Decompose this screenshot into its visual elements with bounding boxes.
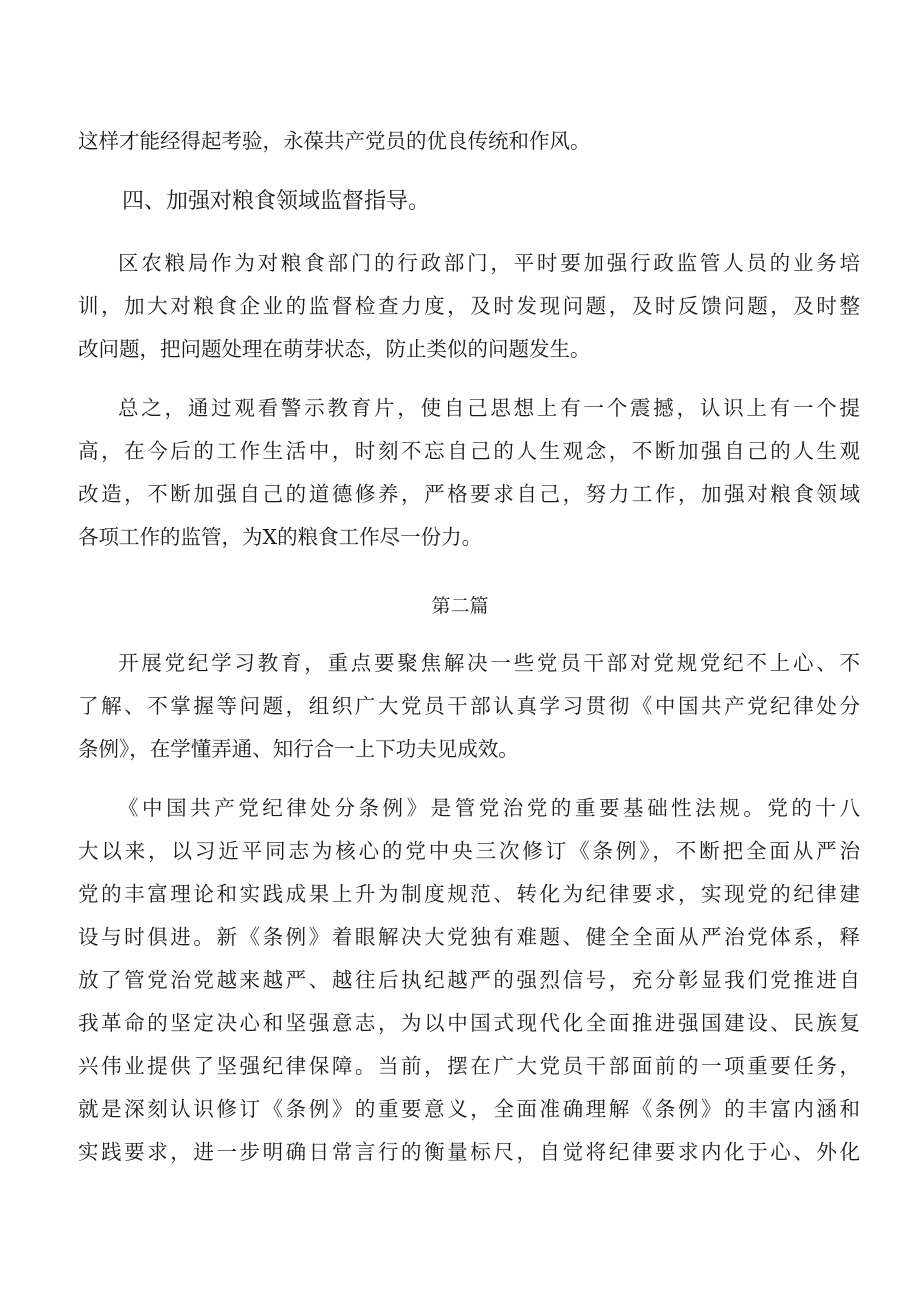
paragraph-line: 改造，不断加强自己的道德修养，严格要求自己，努力工作，加强对粮食领域 bbox=[78, 482, 860, 506]
paragraph-line: 训，加大对粮食企业的监督检查力度，及时发现问题，及时反馈问题，及时整 bbox=[78, 294, 860, 318]
paragraph-line: 党的丰富理论和实践成果上升为制度规范、转化为纪律要求，实现党的纪律建 bbox=[78, 882, 860, 906]
paragraph-line: 总之，通过观看警示教育片，使自己思想上有一个震撼，认识上有一个提 bbox=[118, 396, 860, 420]
paragraph-line: 《中国共产党纪律处分条例》是管党治党的重要基础性法规。党的十八 bbox=[118, 796, 860, 820]
paragraph-line: 开展党纪学习教育，重点要聚焦解决一些党员干部对党规党纪不上心、不 bbox=[118, 651, 860, 675]
paragraph-line: 各项工作的监管，为X的粮食工作尽一份力。 bbox=[78, 525, 483, 549]
section-title: 第二篇 bbox=[431, 595, 489, 617]
paragraph-line: 实践要求，进一步明确日常言行的衡量标尺，自觉将纪律要求内化于心、外化 bbox=[78, 1140, 860, 1164]
paragraph-line: 了解、不掌握等问题，组织广大党员干部认真学习贯彻《中国共产党纪律处分 bbox=[78, 694, 860, 718]
paragraph-line: 改问题，把问题处理在萌芽状态，防止类似的问题发生。 bbox=[78, 337, 591, 361]
paragraph-line: 这样才能经得起考验，永葆共产党员的优良传统和作风。 bbox=[78, 129, 591, 153]
paragraph-line: 放了管党治党越来越严、越往后执纪越严的强烈信号，充分彰显我们党推进自 bbox=[78, 968, 860, 992]
paragraph-line: 高，在今后的工作生活中，时刻不忘自己的人生观念，不断加强自己的人生观 bbox=[78, 439, 860, 463]
paragraph-line: 我革命的坚定决心和坚强意志，为以中国式现代化全面推进强国建设、民族复 bbox=[78, 1011, 860, 1035]
section-heading: 四、加强对粮食领域监督指导。 bbox=[122, 189, 431, 214]
paragraph-line: 设与时俱进。新《条例》着眼解决大党独有难题、健全全面从严治党体系，释 bbox=[78, 925, 860, 949]
paragraph-line: 兴伟业提供了坚强纪律保障。当前，摆在广大党员干部面前的一项重要任务， bbox=[78, 1054, 860, 1078]
paragraph-line: 就是深刻认识修订《条例》的重要意义，全面准确理解《条例》的丰富内涵和 bbox=[78, 1097, 860, 1121]
paragraph-line: 条例》，在学懂弄通、知行合一上下功夫见成效。 bbox=[78, 737, 519, 761]
paragraph-line: 大以来，以习近平同志为核心的党中央三次修订《条例》，不断把全面从严治 bbox=[78, 839, 860, 863]
paragraph-line: 区农粮局作为对粮食部门的行政部门，平时要加强行政监管人员的业务培 bbox=[118, 251, 860, 275]
